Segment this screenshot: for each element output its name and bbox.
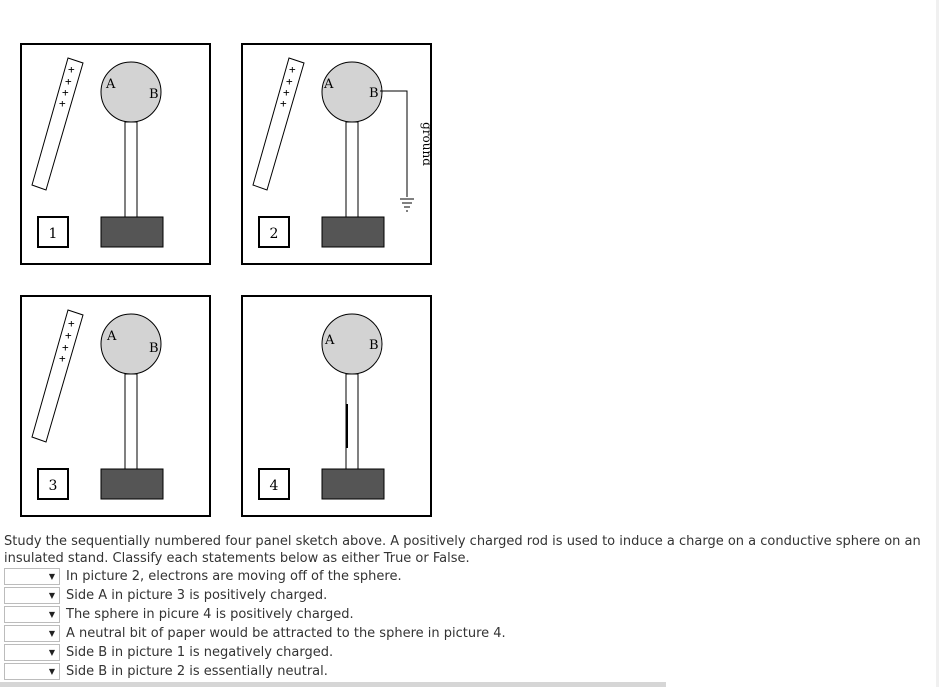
side-a-label: A bbox=[106, 77, 116, 92]
statement-text: In picture 2, electrons are moving off of the sphere. bbox=[66, 569, 402, 584]
statement-row bbox=[4, 586, 506, 605]
statement-row bbox=[4, 605, 506, 624]
statement-text: Side A in picture 3 is positively charged. bbox=[66, 588, 328, 603]
stand-base bbox=[322, 469, 384, 499]
plus-sign: + bbox=[68, 317, 75, 330]
insulated-stand bbox=[346, 122, 358, 218]
statement-row bbox=[4, 567, 506, 586]
side-b-label: B bbox=[369, 338, 379, 353]
plus-sign: + bbox=[65, 329, 72, 342]
panel-1 bbox=[21, 44, 210, 264]
plus-sign: + bbox=[289, 63, 296, 76]
statement-row bbox=[4, 662, 506, 681]
horizontal-scrollbar[interactable] bbox=[0, 682, 666, 687]
true-false-dropdown[interactable] bbox=[4, 663, 60, 680]
panel-2 bbox=[242, 44, 434, 264]
panel-number: 2 bbox=[269, 226, 279, 242]
chevron-down-icon: ▼ bbox=[48, 667, 55, 676]
plus-sign: + bbox=[62, 341, 69, 354]
statement-text: Side B in picture 2 is essentially neutral. bbox=[66, 664, 328, 679]
chevron-down-icon: ▼ bbox=[48, 629, 55, 638]
true-false-dropdown[interactable] bbox=[4, 606, 60, 623]
ground-label: ground bbox=[420, 122, 434, 166]
panel-4 bbox=[242, 296, 431, 516]
chevron-down-icon: ▼ bbox=[48, 591, 55, 600]
true-false-dropdown[interactable] bbox=[4, 644, 60, 661]
side-a-label: A bbox=[325, 333, 335, 348]
true-false-dropdown[interactable] bbox=[4, 587, 60, 604]
plus-sign: + bbox=[283, 86, 290, 99]
true-false-dropdown[interactable] bbox=[4, 625, 60, 642]
plus-sign: + bbox=[62, 86, 69, 99]
insulated-stand bbox=[125, 374, 137, 470]
plus-sign: + bbox=[59, 97, 66, 110]
chevron-down-icon: ▼ bbox=[48, 610, 55, 619]
insulated-stand bbox=[125, 122, 137, 218]
stand-base bbox=[101, 217, 163, 247]
statement-list bbox=[4, 567, 506, 681]
statement-row bbox=[4, 643, 506, 662]
chevron-down-icon: ▼ bbox=[48, 572, 55, 581]
side-b-label: B bbox=[149, 341, 159, 356]
statement-text: A neutral bit of paper would be attracted to the sphere in picture 4. bbox=[66, 626, 506, 641]
chevron-down-icon: ▼ bbox=[48, 648, 55, 657]
plus-sign: + bbox=[286, 75, 293, 88]
question-intro: Study the sequentially numbered four panel sketch above. A positively charged rod is used to induce a charge on a conductive sphere on an insulated stand. Classify each statements below as either True or False. bbox=[4, 534, 921, 566]
panel-3 bbox=[21, 296, 210, 516]
plus-sign: + bbox=[68, 63, 75, 76]
panel-number: 1 bbox=[48, 226, 58, 242]
statement-text: The sphere in picure 4 is positively charged. bbox=[66, 607, 354, 622]
statement-row bbox=[4, 624, 506, 643]
side-b-label: B bbox=[149, 87, 159, 102]
side-b-label: B bbox=[369, 86, 379, 101]
true-false-dropdown[interactable] bbox=[4, 568, 60, 585]
plus-sign: + bbox=[280, 97, 287, 110]
plus-sign: + bbox=[65, 75, 72, 88]
side-a-label: A bbox=[324, 77, 334, 92]
side-a-label: A bbox=[107, 329, 117, 344]
panel-number: 4 bbox=[269, 478, 279, 494]
panel-number: 3 bbox=[48, 478, 58, 494]
stand-base bbox=[322, 217, 384, 247]
stand-base bbox=[101, 469, 163, 499]
statement-text: Side B in picture 1 is negatively charged. bbox=[66, 645, 334, 660]
plus-sign: + bbox=[59, 352, 66, 365]
